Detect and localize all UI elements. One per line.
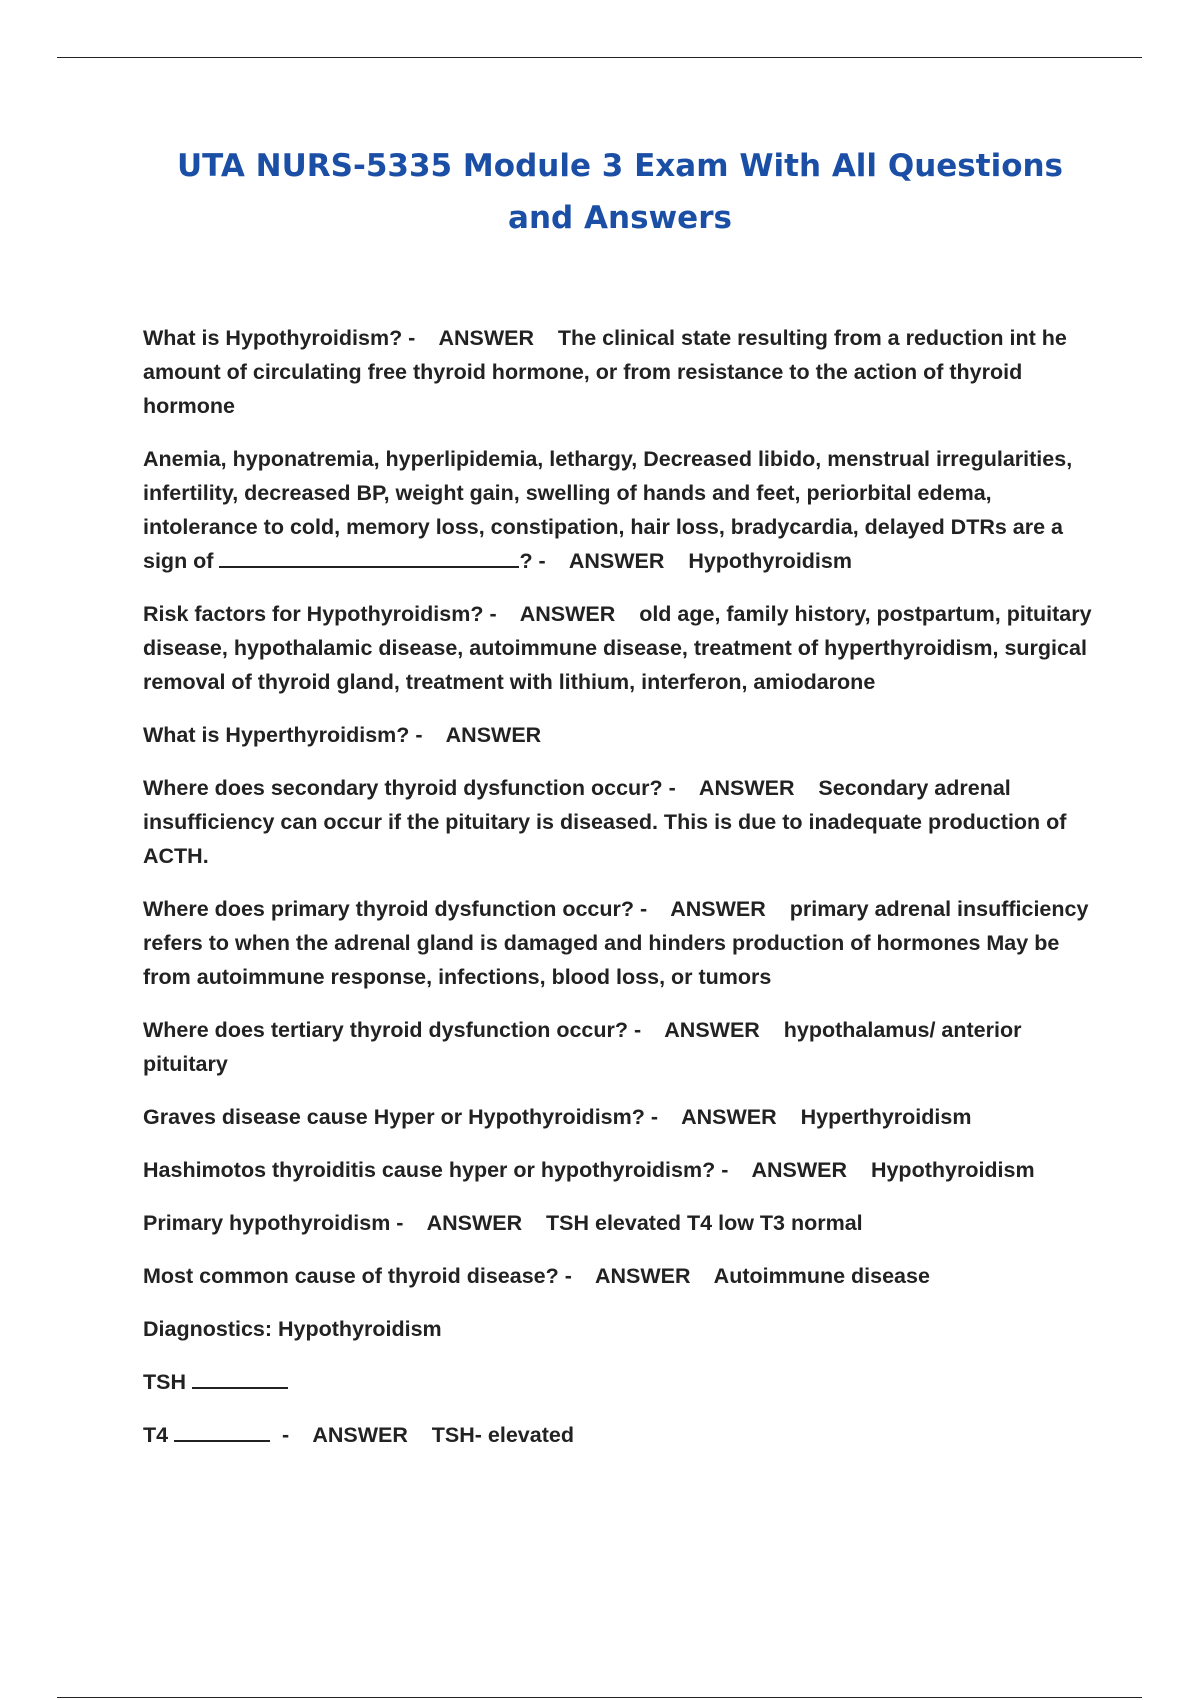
question-text: Where does secondary thyroid dysfunction occur? -	[143, 776, 676, 800]
header-rule	[57, 57, 1142, 58]
qa-item	[143, 892, 1093, 994]
answer-text: TSH elevated T4 low T3 normal	[546, 1211, 863, 1235]
fill-in-blank	[219, 546, 519, 568]
qa-item	[143, 1418, 1093, 1452]
answer-text: The clinical state resulting from a reduction int he amount of circulating free thyroid hormone, or from resistance to the action of thyroid hormone	[143, 326, 1067, 418]
footer-rule	[57, 1697, 1142, 1698]
qa-item	[143, 1206, 1093, 1240]
question-text: Graves disease cause Hyper or Hypothyroidism? -	[143, 1105, 659, 1129]
answer-label: ANSWER	[751, 1158, 848, 1182]
qa-item	[143, 1013, 1093, 1081]
lab-label: T4	[143, 1423, 169, 1447]
qa-item	[143, 771, 1093, 873]
document-title: UTA NURS-5335 Module 3 Exam With All Questions and Answers	[176, 148, 1064, 236]
question-text: Primary hypothyroidism -	[143, 1211, 404, 1235]
question-text: Hashimotos thyroiditis cause hyper or hypothyroidism? -	[143, 1158, 729, 1182]
qa-item	[143, 718, 1093, 752]
question-text: Where does primary thyroid dysfunction occur? -	[143, 897, 648, 921]
question-text: Risk factors for Hypothyroidism? -	[143, 602, 497, 626]
question-text: What is Hypothyroidism? -	[143, 326, 416, 350]
question-text: Most common cause of thyroid disease? -	[143, 1264, 572, 1288]
answer-label: ANSWER	[312, 1423, 408, 1447]
answer-label: ANSWER	[438, 326, 535, 350]
lab-label: TSH	[143, 1370, 186, 1394]
answer-text: Secondary adrenal insufficiency can occur if the pituitary is diseased. This is due to inadequate production of ACTH.	[143, 776, 1067, 868]
fill-in-blank	[174, 1420, 270, 1442]
qa-item	[143, 442, 1093, 578]
qa-list	[143, 321, 1093, 1471]
qa-item	[143, 1100, 1093, 1134]
answer-text: Hypothyroidism	[688, 549, 852, 573]
qa-item	[143, 321, 1093, 423]
fill-in-blank	[192, 1367, 288, 1389]
qa-item	[143, 1153, 1093, 1187]
answer-text: TSH- elevated	[431, 1423, 574, 1447]
answer-text: old age, family history, postpartum, pituitary disease, hypothalamic disease, autoimmune disease, treatment of hyperthyroidism, surgical removal of thyroid gland, treatment with lithium, interferon, amiodarone	[143, 602, 1092, 694]
answer-label: ANSWER	[445, 723, 542, 747]
answer-label: ANSWER	[519, 602, 616, 626]
diagnostics-heading: Diagnostics: Hypothyroidism	[143, 1317, 442, 1341]
answer-label: ANSWER	[568, 549, 665, 573]
answer-text: Hypothyroidism	[870, 1158, 1035, 1182]
section-heading	[143, 1312, 1093, 1346]
answer-text: primary adrenal insufficiency refers to when the adrenal gland is damaged and hinders production of hormones May be from autoimmune response, infections, blood loss, or tumors	[143, 897, 1089, 989]
answer-label: ANSWER	[664, 1018, 760, 1042]
answer-text: hypothalamus/ anterior pituitary	[143, 1018, 1022, 1076]
question-suffix: -	[282, 1423, 290, 1447]
answer-label: ANSWER	[670, 897, 766, 921]
lab-line	[143, 1365, 1093, 1399]
qa-item	[143, 597, 1093, 699]
answer-label: ANSWER	[698, 776, 795, 800]
answer-text: Autoimmune disease	[713, 1264, 930, 1288]
qa-item	[143, 1259, 1093, 1293]
question-text: Anemia, hyponatremia, hyperlipidemia, lethargy, Decreased libido, menstrual irregularities, infertility, decreased BP, weight gain, swelling of hands and feet, periorbital edema, intolerance to cold, memory loss, constipation, hair loss, bradycardia, delayed DTRs are a sign of	[143, 447, 1073, 573]
answer-label: ANSWER	[681, 1105, 777, 1129]
answer-label: ANSWER	[426, 1211, 523, 1235]
question-suffix: ? -	[519, 549, 546, 573]
question-text: What is Hyperthyroidism? -	[143, 723, 423, 747]
answer-label: ANSWER	[595, 1264, 691, 1288]
answer-text: Hyperthyroidism	[800, 1105, 972, 1129]
question-text: Where does tertiary thyroid dysfunction occur? -	[143, 1018, 642, 1042]
